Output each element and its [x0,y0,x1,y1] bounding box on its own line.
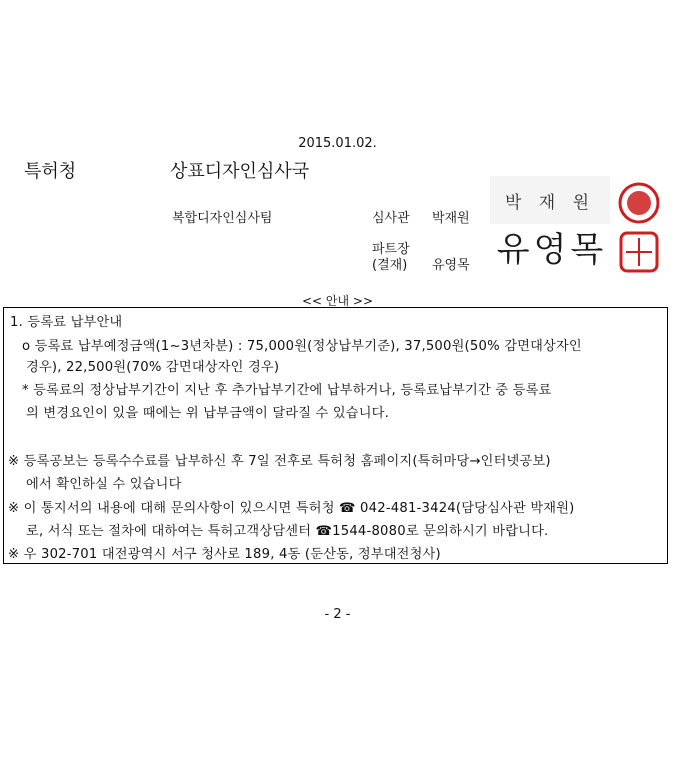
bureau-name: 상표디자인심사국 [170,161,310,182]
page-number: - 2 - [324,607,351,622]
notice-line: 의 변경요인이 있을 때에는 위 납부금액이 달라질 수 있습니다. [26,406,390,421]
notice-line: 에서 확인하실 수 있습니다 [26,477,182,492]
notice-line: ※ 등록공보는 등록수수료를 납부하신 후 7일 전후로 특허청 홈페이지(특허마당→인터넷공보) [8,454,551,469]
notice-line: * 등록료의 정상납부기간이 지난 후 추가납부기간에 납부하거나, 등록료납부기간 중 등록료 [22,383,552,398]
examiner-signature: 박 재 원 [490,176,610,224]
manager-role: 파트장 [372,242,410,257]
examiner-seal [618,180,660,226]
organization-name: 특허청 [24,161,77,182]
manager-name: 유영목 [432,258,470,273]
notice-line: 1. 등록료 납부안내 [10,315,123,330]
notice-box [3,307,668,564]
document-date: 2015.01.02. [298,136,377,151]
examiner-name: 박재원 [432,211,470,226]
notice-line: o 등록료 납부예정금액(1~3년차분) : 75,000원(정상납부기준), 37,500원(50% 감면대상자인 [22,339,582,354]
notice-line: ※ 우 302-701 대전광역시 서구 청사로 189, 4동 (둔산동, 정부대전청사) [8,547,441,562]
manager-signature: 유영목 [496,229,608,270]
notice-title: << 안내 >> [301,294,374,308]
notice-line: 로, 서식 또는 절차에 대하여는 특허고객상담센터 ☎1544-8080로 문의하시기 바랍니다. [26,524,549,539]
examiner-role: 심사관 [372,211,410,226]
manager-seal [618,230,660,274]
manager-role-approval: (결재) [372,258,408,273]
notice-line: ※ 이 통지서의 내용에 대해 문의사항이 있으시면 특허청 ☎ 042-481-3424(담당심사관 박재원) [8,501,575,516]
team-name: 복합디자인심사팀 [172,211,273,226]
notice-line: 경우), 22,500원(70% 감면대상자인 경우) [26,360,280,375]
